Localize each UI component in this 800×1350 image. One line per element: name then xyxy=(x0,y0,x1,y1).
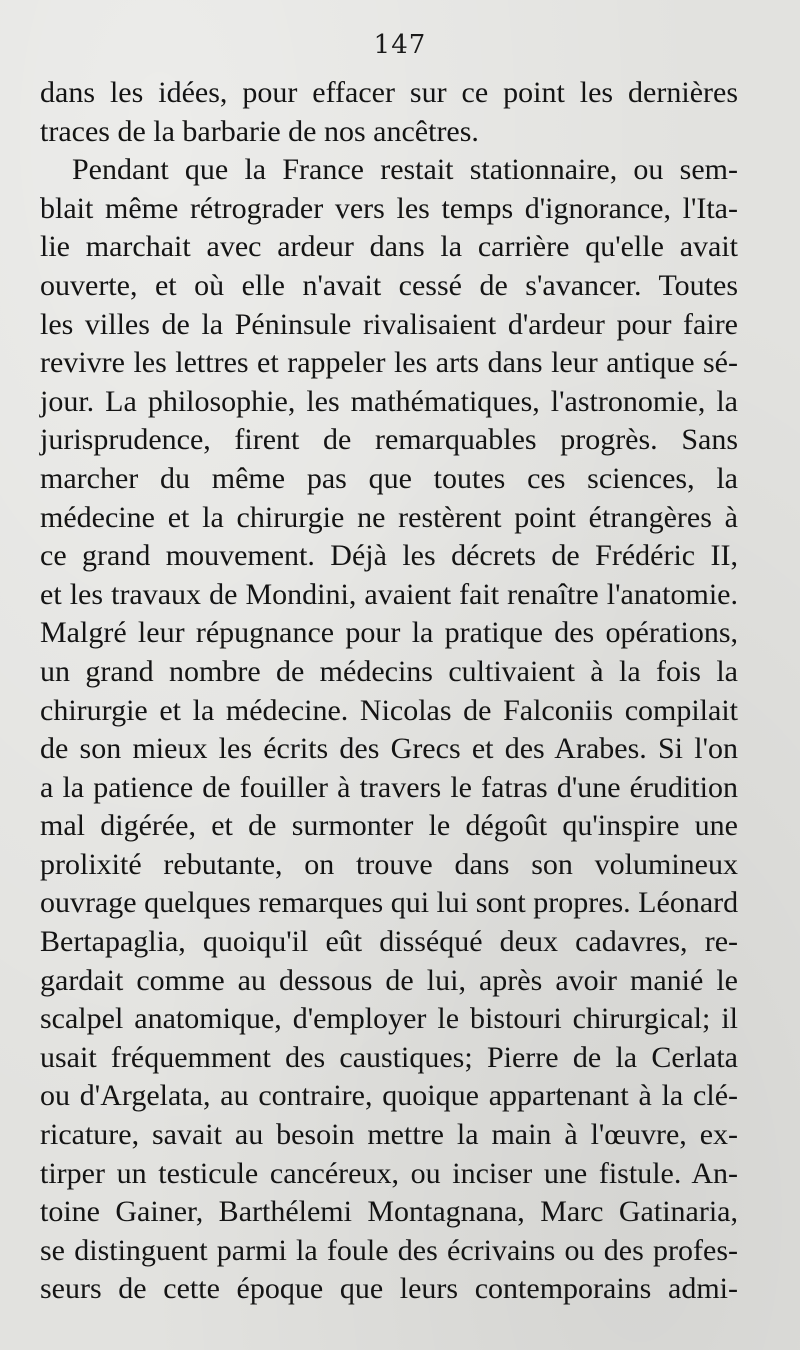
text-line: jour. La philosophie, les mathématiques, l'astronomie, la xyxy=(40,384,738,418)
text-line: usait fréquemment des caustiques; Pierre de la Cerlata xyxy=(40,1040,738,1074)
text-line: chirurgie et la médecine. Nicolas de Falconiis compilait xyxy=(40,693,738,727)
text-line: Malgré leur répugnance pour la pratique des opérations, xyxy=(40,616,738,650)
text-line: scalpel anatomique, d'employer le bistouri chirurgical; il xyxy=(40,1002,738,1036)
text-line: ce grand mouvement. Déjà les décrets de Frédéric II, xyxy=(40,539,738,573)
text-line: jurisprudence, firent de remarquables progrès. Sans xyxy=(40,423,738,457)
text-line: revivre les lettres et rappeler les arts dans leur antique sé- xyxy=(40,346,738,380)
text-line: ouverte, et où elle n'avait cessé de s'avancer. Toutes xyxy=(40,268,738,302)
text-line: Pendant que la France restait stationnaire, ou sem- xyxy=(72,153,738,187)
text-line: ricature, savait au besoin mettre la main à l'œuvre, ex- xyxy=(40,1118,738,1152)
text-line: blait même rétrograder vers les temps d'ignorance, l'Ita- xyxy=(40,191,738,225)
text-line: de son mieux les écrits des Grecs et des Arabes. Si l'on xyxy=(40,732,738,766)
text-line: tirper un testicule cancéreux, ou inciser une fistule. An- xyxy=(40,1156,738,1190)
text-line: ou d'Argelata, au contraire, quoique appartenant à la clé- xyxy=(40,1079,738,1113)
text-line: prolixité rebutante, on trouve dans son volumineux xyxy=(40,847,738,881)
text-line: Bertapaglia, quoiqu'il eût disséqué deux cadavres, re- xyxy=(40,925,738,959)
text-line: seurs de cette époque que leurs contemporains admi- xyxy=(40,1272,738,1306)
text-line: a la patience de fouiller à travers le fatras d'une érudition xyxy=(40,770,738,804)
page-body-text xyxy=(40,74,738,1309)
text-line: et les travaux de Mondini, avaient fait renaître l'anatomie. xyxy=(40,577,738,611)
text-line: gardait comme au dessous de lui, après avoir manié le xyxy=(40,963,738,997)
text-line: un grand nombre de médecins cultivaient à la fois la xyxy=(40,654,738,688)
text-line: traces de la barbarie de nos ancêtres. xyxy=(40,114,479,148)
text-line: dans les idées, pour effacer sur ce point les dernières xyxy=(40,76,738,109)
text-line: les villes de la Péninsule rivalisaient d'ardeur pour faire xyxy=(40,307,738,341)
page-number: 147 xyxy=(373,30,427,60)
text-line: médecine et la chirurgie ne restèrent point étrangères à xyxy=(40,500,738,534)
text-line: ouvrage quelques remarques qui lui sont propres. Léonard xyxy=(40,886,739,920)
text-line: toine Gainer, Barthélemi Montagnana, Marc Gatinaria, xyxy=(40,1195,738,1229)
text-line: mal digérée, et de surmonter le dégoût qu'inspire une xyxy=(40,809,738,843)
text-line: marcher du même pas que toutes ces sciences, la xyxy=(40,461,738,495)
text-line: lie marchait avec ardeur dans la carrière qu'elle avait xyxy=(40,230,738,264)
text-line: se distinguent parmi la foule des écrivains ou des profes- xyxy=(40,1233,738,1267)
